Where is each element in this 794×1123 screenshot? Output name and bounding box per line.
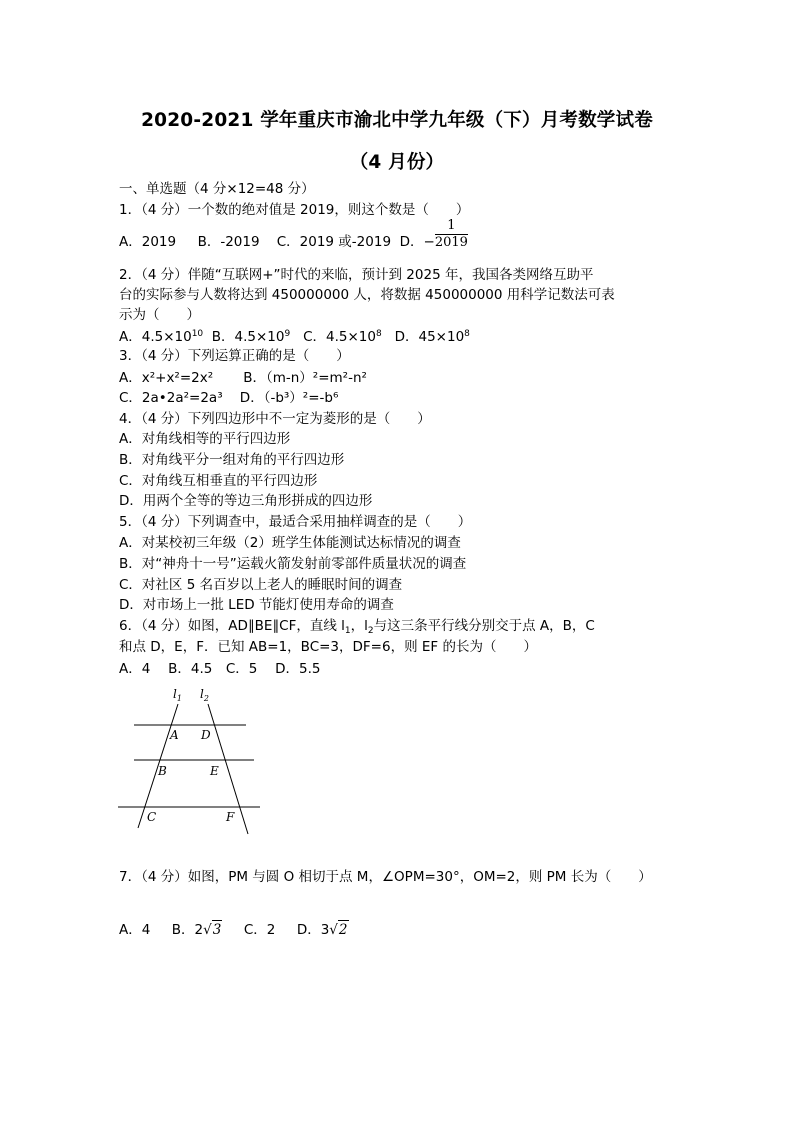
label-l2: $l_2$ [200,687,209,703]
label-f: F [226,810,235,824]
q4-stem: 4．（4 分）下列四边形中不一定为菱形的是（ ） [119,411,431,427]
q6-stem-line2: 和点 D，E，F．已知 AB=1，BC=3，DF=6，则 EF 的长为（ ） [119,639,537,655]
q7-option-b: B．2√3 [171,922,222,938]
label-l1: $l_1$ [173,687,182,703]
q3-option-b: B．（m-n）²=m²-n² [243,370,367,386]
q2-option-a: A．$4.5\times 10^{10}$ [119,329,204,345]
q7-stem: 7．（4 分）如图，PM 与圆 O 相切于点 M，∠OPM=30°，OM=2，则 PM 长为（ ） [119,869,652,885]
q3-option-d: D．（-b³）²=-b⁶ [239,390,339,406]
q1-options [119,218,468,251]
q2-option-c: C．$4.5\times 10^8$ [303,329,382,345]
q1-stem: 1．（4 分）一个数的绝对值是 2019，则这个数是（ ） [119,202,470,218]
q2-option-d: D．$45\times 10^8$ [394,329,470,345]
q4-option-d: D．用两个全等的等边三角形拼成的四边形 [119,493,373,509]
q5-option-c: C．对社区 5 名百岁以上老人的睡眠时间的调查 [119,577,403,593]
q7-options [119,920,349,939]
q1-option-c: C．2019 或-2019 [276,233,392,250]
exam-title: 2020-2021 学年重庆市渝北中学九年级（下）月考数学试卷 [141,110,653,131]
q2-option-b: B．$4.5\times 10^9$ [211,329,291,345]
q5-option-a: A．对某校初三年级（2）班学生体能测试达标情况的调查 [119,535,461,551]
label-a: A [170,728,179,742]
label-e: E [210,764,219,778]
label-d: D [201,728,211,742]
q1-option-b: B．-2019 [197,233,260,250]
q5-stem: 5．（4 分）下列调查中，最适合采用抽样调查的是（ ） [119,514,472,530]
q2-stem-line1: 2．（4 分）伴随“互联网+”时代的来临，预计到 2025 年，我国各类网络互助平 [119,267,594,283]
q2-stem-line3: 示为（ ） [119,307,200,323]
q6-options: A．4 B．4.5 C．5 D．5.5 [119,661,321,677]
label-c: C [147,810,157,824]
q7-option-d: D．3√2 [296,922,348,938]
q3-options-row1 [119,369,367,387]
q7-option-a: A．4 [119,922,151,938]
q2-stem-line2: 台的实际参与人数将达到 450000000 人，将数据 450000000 用科学记数法可表 [119,287,615,303]
q3-option-a: A．x²+x²=2x² [119,370,214,386]
q1-option-d-fraction [435,218,468,251]
q5-option-d: D．对市场上一批 LED 节能灯使用寿命的调查 [119,597,394,613]
q3-stem: 3．（4 分）下列运算正确的是（ ） [119,348,350,364]
q7-option-c: C．2 [243,922,276,938]
q4-option-b: B．对角线平分一组对角的平行四边形 [119,452,345,468]
q6-figure [110,684,270,839]
q1-option-d-prefix: D．− [399,233,435,250]
q5-option-b: B．对“神舟十一号”运载火箭发射前零部件质量状况的调查 [119,556,467,572]
q3-option-c: C．2a•2a²=2a³ [119,390,223,406]
q1-option-a: A．2019 [119,233,177,250]
q4-option-c: C．对角线互相垂直的平行四边形 [119,473,318,489]
q2-options [119,328,470,346]
q6-stem-line1: 6．（4 分）如图，AD∥BE∥CF，直线 $l_1$，$l_2$与这三条平行线分别交于点 A，B，C [119,618,595,636]
exam-subtitle: （4 月份） [349,152,445,173]
fraction-numerator: 1 [435,218,468,235]
section-heading: 一、单选题（4 分×12=48 分） [119,181,315,197]
fraction-denominator: 2019 [434,235,468,250]
q4-option-a: A．对角线相等的平行四边形 [119,431,291,447]
label-b: B [158,764,167,778]
q3-options-row2 [119,389,338,407]
